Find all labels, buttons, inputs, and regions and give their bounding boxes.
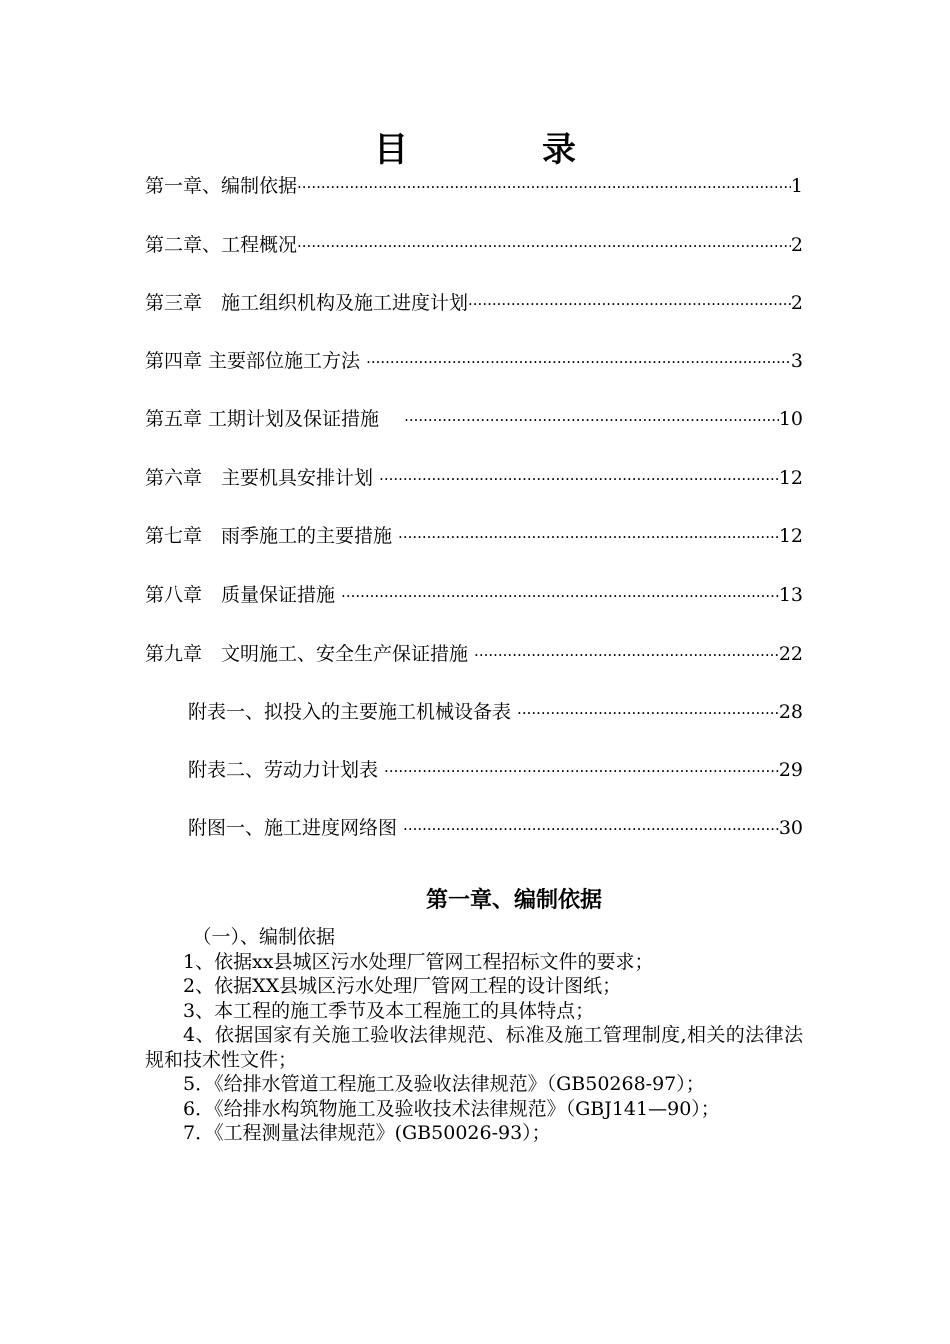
toc-leader-dots	[404, 406, 779, 434]
toc-leader-dots	[468, 290, 791, 318]
toc-entry-label: 附表一、拟投入的主要施工机械设备表	[188, 701, 518, 723]
toc-entry-chapter-6[interactable]	[145, 464, 803, 492]
chapter-body	[145, 925, 803, 1146]
toc-leader-dots	[297, 232, 791, 260]
toc-entry-chapter-3[interactable]	[145, 289, 803, 317]
toc-entry-chapter-7[interactable]	[145, 522, 803, 550]
toc-entry-chapter-4[interactable]	[145, 347, 803, 375]
toc-leader-dots	[384, 757, 779, 785]
toc-entry-page: 22	[778, 643, 803, 665]
toc-entry-chapter-5[interactable]	[145, 405, 803, 433]
toc-entry-page: 30	[778, 817, 803, 839]
toc-leader-dots	[341, 582, 779, 610]
toc-entry-page: 1	[790, 175, 803, 197]
toc-entry-page: 12	[778, 467, 803, 489]
toc-leader-dots	[403, 815, 779, 843]
toc-entry-label: 第二章、工程概况	[145, 234, 298, 256]
toc-entry-label: 第八章 质量保证措施	[145, 584, 342, 606]
toc-entry-appendix-table-2[interactable]	[188, 756, 803, 784]
paragraph: 2、依据XX县城区污水处理厂管网工程的设计图纸；	[183, 975, 622, 997]
toc-leader-dots	[398, 523, 779, 551]
paragraph-subheading: （一）、编制依据	[192, 926, 336, 948]
toc-leader-dots	[379, 465, 779, 493]
toc-entry-page: 2	[790, 234, 803, 256]
toc-entry-label: 附表二、劳动力计划表	[188, 759, 385, 781]
toc-entry-label: 第三章 施工组织机构及施工进度计划	[145, 292, 469, 314]
paragraph: 4、依据国家有关施工验收法律规范、标准及施工管理制度,相关的法律法规和技术性文件；	[145, 1024, 803, 1071]
paragraph: 3、本工程的施工季节及本工程施工的具体特点；	[183, 999, 595, 1022]
toc-entry-page: 12	[778, 525, 803, 547]
toc-title: 目 录	[374, 130, 626, 170]
toc-entry-label: 第一章、编制依据	[145, 175, 298, 197]
paragraph: 7．《工程测量法律规范》(GB50026-93）；	[183, 1122, 551, 1144]
toc-entry-label: 第九章 文明施工、安全生产保证措施	[145, 643, 475, 665]
toc-entry-chapter-2[interactable]	[145, 231, 803, 259]
toc-entry-page: 2	[790, 292, 803, 314]
toc-leader-dots	[474, 641, 779, 669]
toc-entry-page: 28	[778, 701, 803, 723]
paragraph: 5．《给排水管道工程施工及验收法律规范》（GB50268-97）；	[183, 1073, 705, 1095]
toc-entry-label: 第五章 工期计划及保证措施	[145, 408, 405, 430]
paragraph: 6．《给排水构筑物施工及验收技术法律规范》（GBJ141—90）；	[183, 1097, 720, 1120]
toc-entry-chapter-1[interactable]	[145, 172, 803, 200]
toc-entry-label: 第四章 主要部位施工方法	[145, 350, 367, 372]
toc-entry-page: 3	[790, 350, 803, 372]
toc-entry-chapter-9[interactable]	[145, 640, 803, 668]
toc-entry-chapter-8[interactable]	[145, 581, 803, 609]
chapter-heading: 第一章、编制依据	[425, 887, 602, 913]
toc-entry-page: 29	[778, 759, 803, 781]
paragraph: 1、依据xx县城区污水处理厂管网工程招标文件的要求；	[183, 950, 654, 973]
toc-leader-dots	[517, 699, 779, 727]
toc-entry-label: 附图一、施工进度网络图	[188, 817, 404, 839]
toc-entry-page: 10	[778, 408, 803, 430]
toc-entry-label: 第六章 主要机具安排计划	[145, 467, 380, 489]
toc-entry-page: 13	[778, 584, 803, 606]
toc-entry-appendix-figure-1[interactable]	[188, 814, 803, 842]
toc-entry-label: 第七章 雨季施工的主要措施	[145, 525, 399, 547]
toc-leader-dots	[366, 348, 791, 376]
toc-leader-dots	[297, 173, 791, 201]
toc-entry-appendix-table-1[interactable]	[188, 698, 803, 726]
